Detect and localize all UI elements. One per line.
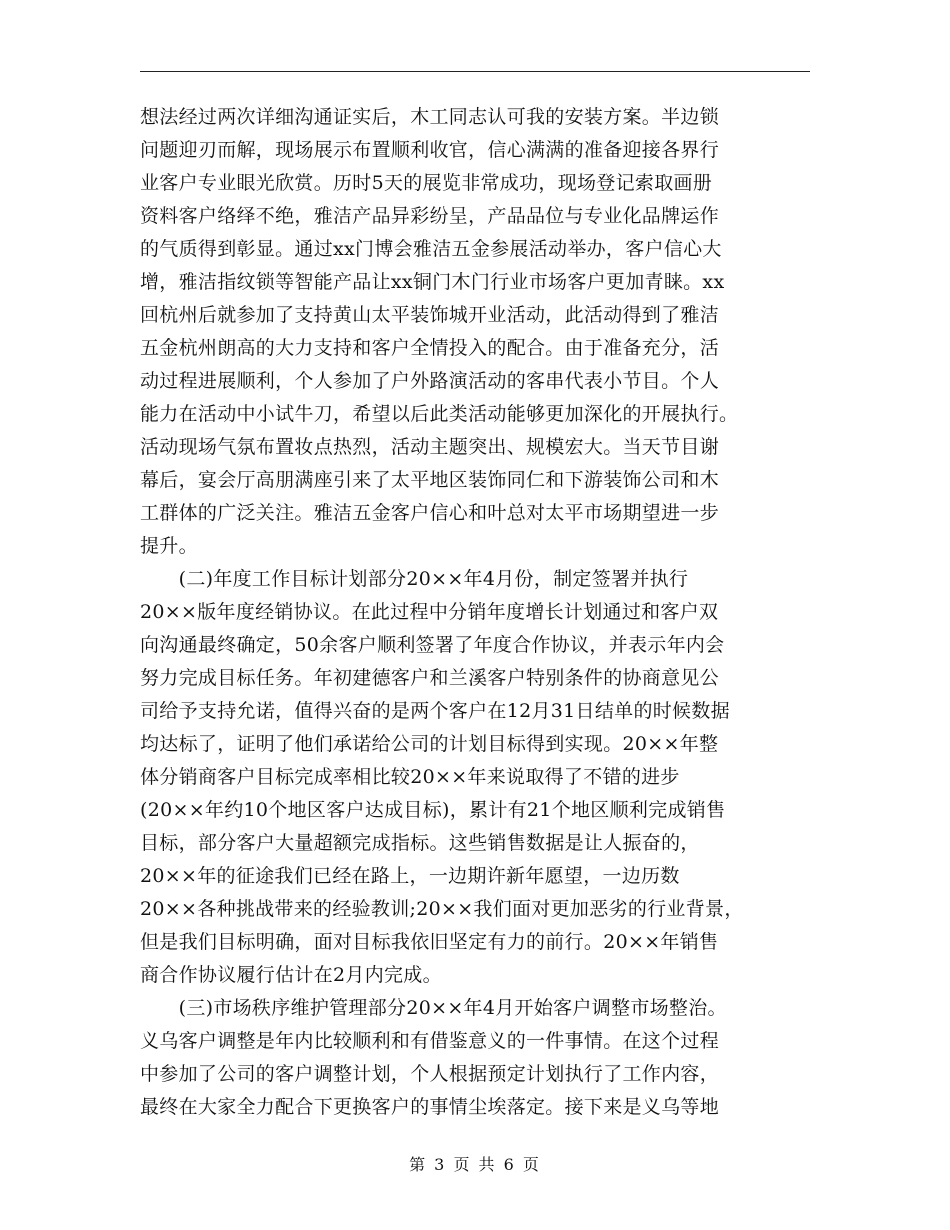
text-line: 20××版年度经销协议。在此过程中分销年度增长计划通过和客户双 xyxy=(140,601,719,623)
text-line: 能力在活动中小试牛刀，希望以后此类活动能够更加深化的开展执行。 xyxy=(140,403,739,425)
text-line: 20××年的征途我们已经在路上，一边期许新年愿望，一边历数 xyxy=(140,865,680,887)
text-line: 司给予支持允诺，值得兴奋的是两个客户在12月31日结单的时候数据 xyxy=(140,700,730,722)
text-line: 义乌客户调整是年内比较顺利和有借鉴意义的一件事情。在这个过程 xyxy=(140,1030,720,1052)
text-line: 但是我们目标明确，面对目标我依旧坚定有力的前行。20××年销售 xyxy=(140,931,719,953)
text-line: 努力完成目标任务。年初建德客户和兰溪客户特别条件的协商意见公 xyxy=(140,667,720,689)
page-number: 第 3 页 共 6 页 xyxy=(409,1155,541,1174)
document-body xyxy=(140,101,815,1124)
text-line: 工群体的广泛关注。雅洁五金客户信心和叶总对太平市场期望进一步 xyxy=(140,502,720,524)
text-line: 最终在大家全力配合下更换客户的事情尘埃落定。接下来是义乌等地 xyxy=(140,1096,720,1118)
text-line: 提升。 xyxy=(140,535,198,557)
text-line: 均达标了，证明了他们承诺给公司的计划目标得到实现。20××年整 xyxy=(140,733,719,755)
text-line: 想法经过两次详细沟通证实后，木工同志认可我的安装方案。半边锁 xyxy=(140,106,720,128)
text-line: 问题迎刃而解，现场展示布置顺利收官，信心满满的准备迎接各界行 xyxy=(140,139,720,161)
text-line: 商合作协议履行估计在2月内完成。 xyxy=(140,964,442,986)
text-line: 动过程进展顺利，个人参加了户外路演活动的客串代表小节目。个人 xyxy=(140,370,720,392)
text-line: 的气质得到彰显。通过xx门博会雅洁五金参展活动举办，客户信心大 xyxy=(140,238,722,260)
text-line: 活动现场气氛布置妆点热烈，活动主题突出、规模宏大。当天节目谢 xyxy=(140,436,720,458)
text-line: 幕后，宴会厅高朋满座引来了太平地区装饰同仁和下游装饰公司和木 xyxy=(140,469,720,491)
text-line: 五金杭州朗高的大力支持和客户全情投入的配合。由于准备充分，活 xyxy=(140,337,720,359)
text-line: (二)年度工作目标计划部分20××年4月份，制定签署并执行 xyxy=(140,568,689,590)
text-line: 体分销商客户目标完成率相比较20××年来说取得了不错的进步 xyxy=(140,766,680,788)
text-line: 向沟通最终确定，50余客户顺利签署了年度合作协议，并表示年内会 xyxy=(140,634,725,656)
text-line: 业客户专业眼光欣赏。历时5天的展览非常成功，现场登记索取画册 xyxy=(140,172,713,194)
text-line: 增，雅洁指纹锁等智能产品让xx铜门木门行业市场客户更加青睐。xx xyxy=(140,271,725,293)
text-line: 20××各种挑战带来的经验教训;20××我们面对更加恶劣的行业背景， xyxy=(140,898,744,920)
text-line: (20××年约10个地区客户达成目标)，累计有21个地区顺利完成销售 xyxy=(140,799,726,821)
text-line: 回杭州后就参加了支持黄山太平装饰城开业活动，此活动得到了雅洁 xyxy=(140,304,720,326)
text-line: 资料客户络绎不绝，雅洁产品异彩纷呈，产品品位与专业化品牌运作 xyxy=(140,205,720,227)
text-line: (三)市场秩序维护管理部分20××年4月开始客户调整市场整治。 xyxy=(140,997,727,1019)
header-rule xyxy=(140,71,810,72)
text-line: 中参加了公司的客户调整计划，个人根据预定计划执行了工作内容， xyxy=(140,1063,720,1085)
text-line: 目标，部分客户大量超额完成指标。这些销售数据是让人振奋的， xyxy=(140,832,700,854)
